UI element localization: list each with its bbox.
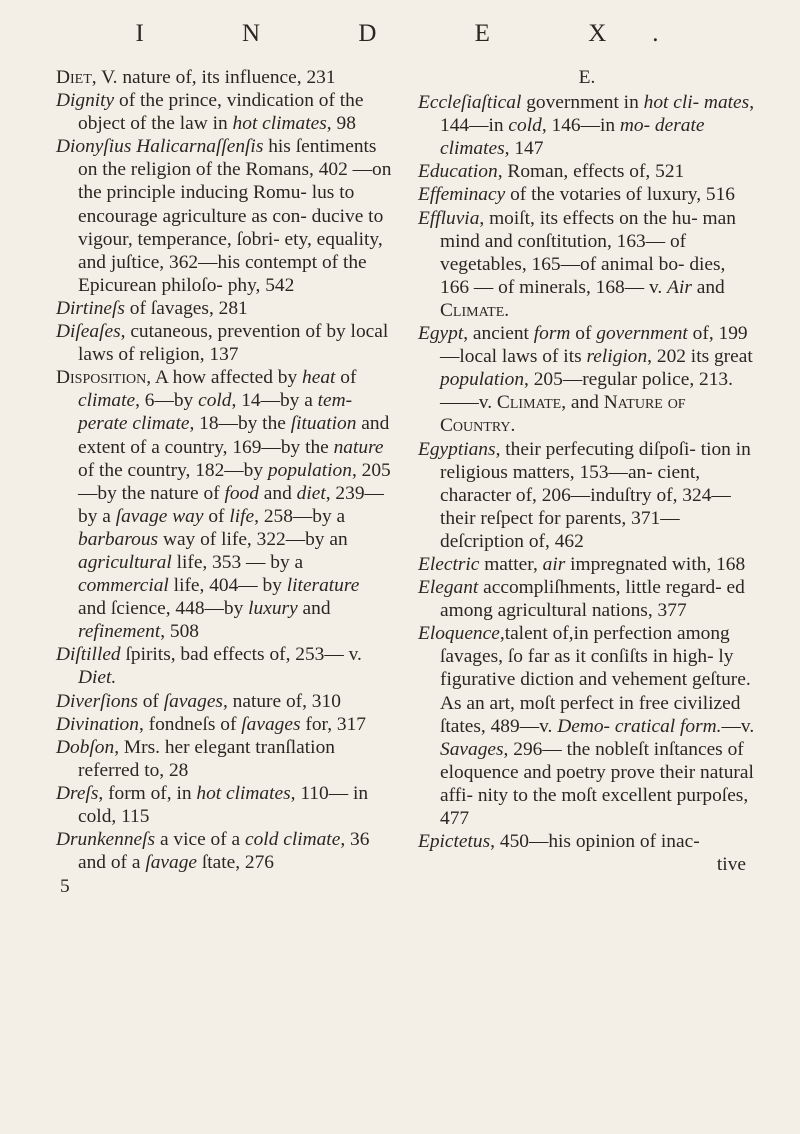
index-entry-drunkenness: Drunkenneſs a vice of a cold climate, 36 and of a ſavage ſtate, 276 [56, 829, 370, 874]
catchword: tive [716, 854, 746, 876]
index-entry-education: Education, Roman, effects of, 521 [418, 161, 685, 183]
index-entry-distilled: Diſtilled ſpirits, bad effects of, 253— v. Diet. [56, 644, 362, 689]
right-column [418, 66, 756, 876]
signature-mark: 5 [60, 876, 70, 898]
index-entry-electric: Electric matter, air impregnated with, 168 [418, 553, 746, 575]
index-entry-epictetus: Epictetus, 450—his opinion of inac- [418, 831, 700, 853]
index-entry-dirtiness: Dirtineſs of ſavages, 281 [56, 297, 248, 319]
page-header: I N D E X. [135, 20, 705, 47]
index-entry-diseases: Diſeaſes, cutaneous, prevention of by local laws of religion, 137 [56, 321, 389, 366]
index-entry-divination: Divination, fondneſs of ſavages for, 317 [56, 713, 366, 735]
index-entry-disposition: Disposition, A how affected by heat of climate, 6—by cold, 14—by a tem- perate climate, 18—by the ſituation and extent of a country, 169—by the nature of the country, 182—by population, 205—by the nature of food and diet, 239—by a ſavage way of life, 258—by a barbarous way of life, 322—by an agricultural life, 353 — by a commercial life, 404— by literature and ſcience, 448—by luxury and refinement, 508 [56, 367, 391, 643]
index-entry-effluvia: Effluvia, moiſt, its effects on the hu- man mind and conſtitution, 163— of vegetables, 165—of animal bo- dies, 166 — of minerals, 168— v. Air and Climate. [418, 207, 736, 321]
index-entry-elegant: Elegant accompliſhments, little regard- ed among agricultural nations, 377 [418, 577, 745, 622]
index-entry-eloquence: Eloquence,talent of,in perfection among ſavages, ſo far as it conſiſts in high- ly figurative diction and vehement geſture. As an art, moſt perfect in free civilized ſtates, 489—v. Demo- cratical form.—v. Savages, 296— the nobleſt inſtances of eloquence and poetry prove their natural affi- nity to the moſt excellent purpoſes, 477 [418, 623, 755, 829]
left-column [56, 66, 392, 898]
index-entry-egypt: Egypt, ancient form of government of, 199—local laws of its religion, 202 its great population, 205—regular police, 213.——v. Climate, and Nature of Country. [418, 323, 753, 437]
index-entry-diet: Diet, V. nature of, its influence, 231 [56, 67, 336, 88]
index-entry-egyptians: Egyptians, their perfecuting diſpoſi- tion in religious matters, 153—an- cient, character of, 206—induſtry of, 324—their reſpect for parents, 371—deſcription of, 462 [418, 438, 751, 552]
index-entry-effeminacy: Effeminacy of the votaries of luxury, 516 [418, 184, 735, 206]
index-entry-dobson: Dobſon, Mrs. her elegant tranſlation referred to, 28 [56, 736, 335, 781]
index-entry-diversions: Diverſions of ſavages, nature of, 310 [56, 690, 341, 712]
index-entry-dignity: Dignity of the prince, vindication of the object of the law in hot climates, 98 [56, 90, 364, 135]
index-entry-dress: Dreſs, form of, in hot climates, 110— in cold, 115 [56, 782, 369, 827]
index-entry-ecclesiastical: Eccleſiaſtical government in hot cli- mates, 144—in cold, 146—in mo- derate climates, 147 [418, 92, 755, 160]
section-letter: E. [578, 67, 596, 88]
index-entry-dionysius: Dionyſius Halicarnaſſenſis his ſentiments on the religion of the Romans, 402 —on the principle inducing Romu- lus to encourage agriculture as con- ducive to vigour, temperance, ſobri- ety, equality, and juſtice, 362—his contempt of the Epicurean philoſo- phy, 542 [56, 136, 392, 296]
